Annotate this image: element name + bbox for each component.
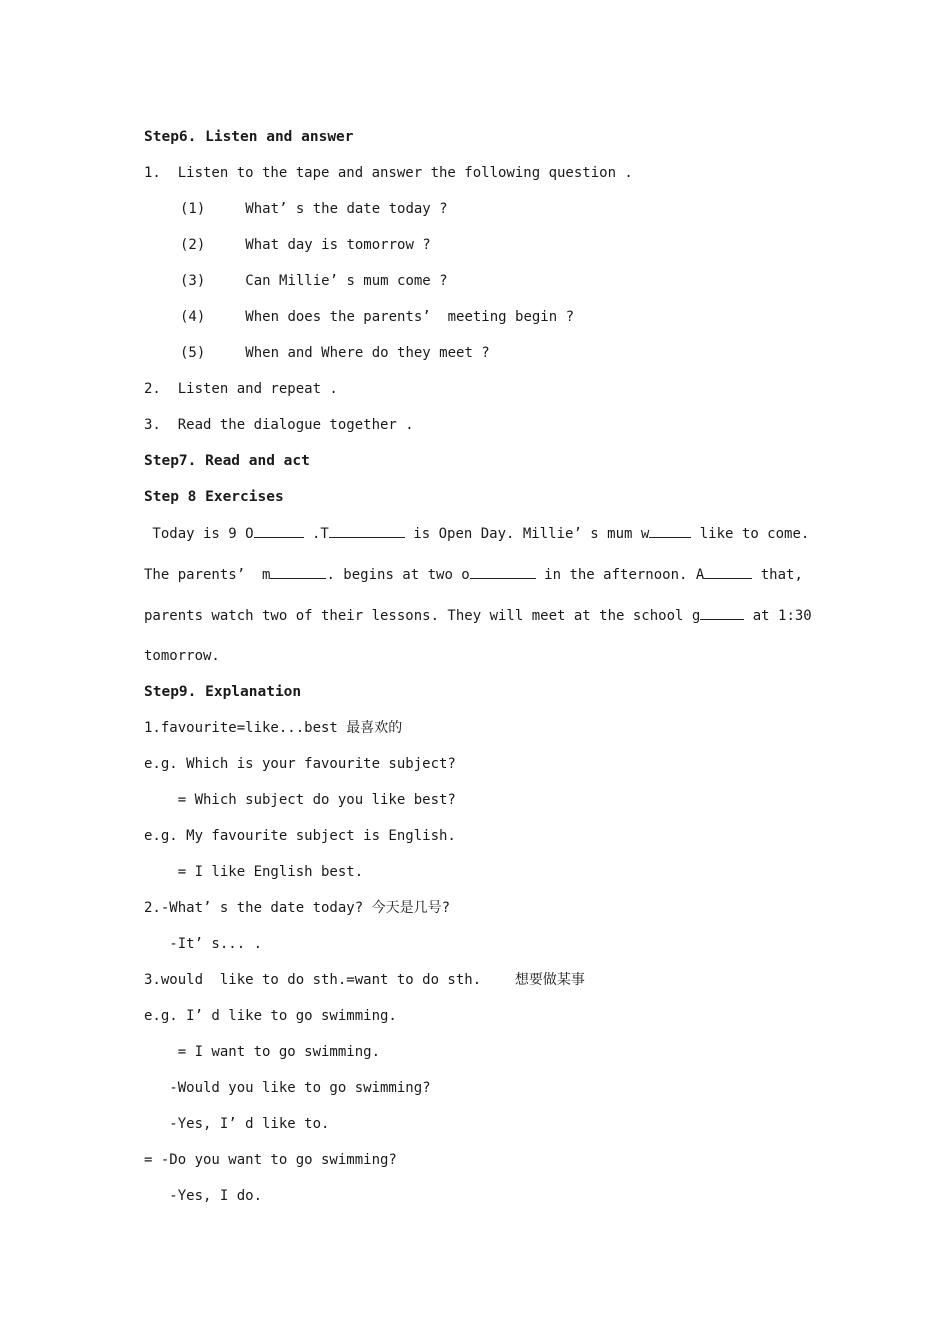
question-text: What day is tomorrow ? [245, 237, 431, 253]
explanation-line: = I want to go swimming. [144, 1044, 381, 1060]
explanation-line: e.g. I’ d like to go swimming. [144, 1008, 397, 1024]
question-1 [180, 199, 448, 219]
step6-heading: Step6. Listen and answer [144, 129, 354, 145]
exercise-text: is Open Day. Millie’ s mum w [404, 526, 650, 542]
explanation-line: -Yes, I do. [144, 1188, 263, 1204]
exercise-text: in the afternoon. A [535, 567, 705, 583]
question-text: Can Millie’ s mum come ? [245, 273, 448, 289]
step6-item-3: 3. Read the dialogue together . [144, 417, 414, 433]
explanation-line: = Which subject do you like best? [144, 792, 456, 808]
question-number: (1) [180, 201, 206, 217]
exercise-line-2 [144, 564, 803, 585]
question-4 [180, 307, 574, 327]
explanation-line: -It’ s... . [144, 936, 263, 952]
question-number: (5) [180, 345, 206, 361]
fill-in-blank[interactable] [470, 564, 536, 579]
explanation-line: = I like English best. [144, 864, 364, 880]
question-text: What’ s the date today ? [245, 201, 448, 217]
step6-item-1: 1. Listen to the tape and answer the following question . [144, 165, 633, 181]
exercise-line-3 [144, 605, 812, 626]
question-2 [180, 235, 431, 255]
exercise-text: Today is 9 O [144, 526, 254, 542]
exercise-text: . begins at two o [326, 567, 470, 583]
explanation-line: e.g. My favourite subject is English. [144, 828, 456, 844]
question-3 [180, 271, 448, 291]
fill-in-blank[interactable] [329, 523, 405, 538]
question-5 [180, 343, 490, 363]
fill-in-blank[interactable] [649, 523, 691, 538]
exercise-text: at 1:30 [744, 608, 812, 624]
fill-in-blank[interactable] [270, 564, 326, 579]
exercise-text: The parents’ m [144, 567, 271, 583]
exercise-text: parents watch two of their lessons. They will meet at the school g [144, 608, 701, 624]
explanation-line: 3.would like to do sth.=want to do sth. 想要做某事 [144, 972, 585, 988]
step8-heading: Step 8 Exercises [144, 489, 284, 505]
exercise-text: that, [752, 567, 803, 583]
step9-heading: Step9. Explanation [144, 684, 302, 700]
explanation-line: = -Do you want to go swimming? [144, 1152, 397, 1168]
explanation-line: -Would you like to go swimming? [144, 1080, 431, 1096]
explanation-line: e.g. Which is your favourite subject? [144, 756, 456, 772]
question-number: (4) [180, 309, 206, 325]
step7-heading: Step7. Read and act [144, 453, 310, 469]
question-number: (3) [180, 273, 206, 289]
explanation-line: 1.favourite=like...best 最喜欢的 [144, 720, 403, 736]
fill-in-blank[interactable] [704, 564, 752, 579]
exercise-text: .T [303, 526, 329, 542]
step6-item-2: 2. Listen and repeat . [144, 381, 338, 397]
exercise-line-1 [144, 523, 809, 544]
question-text: When does the parents’ meeting begin ? [245, 309, 575, 325]
question-number: (2) [180, 237, 206, 253]
explanation-line: -Yes, I’ d like to. [144, 1116, 330, 1132]
exercise-text: like to come. [691, 526, 810, 542]
exercise-line-4: tomorrow. [144, 648, 220, 664]
fill-in-blank[interactable] [700, 605, 744, 620]
fill-in-blank[interactable] [254, 523, 304, 538]
question-text: When and Where do they meet ? [245, 345, 490, 361]
explanation-line: 2.-What’ s the date today? 今天是几号? [144, 900, 451, 916]
